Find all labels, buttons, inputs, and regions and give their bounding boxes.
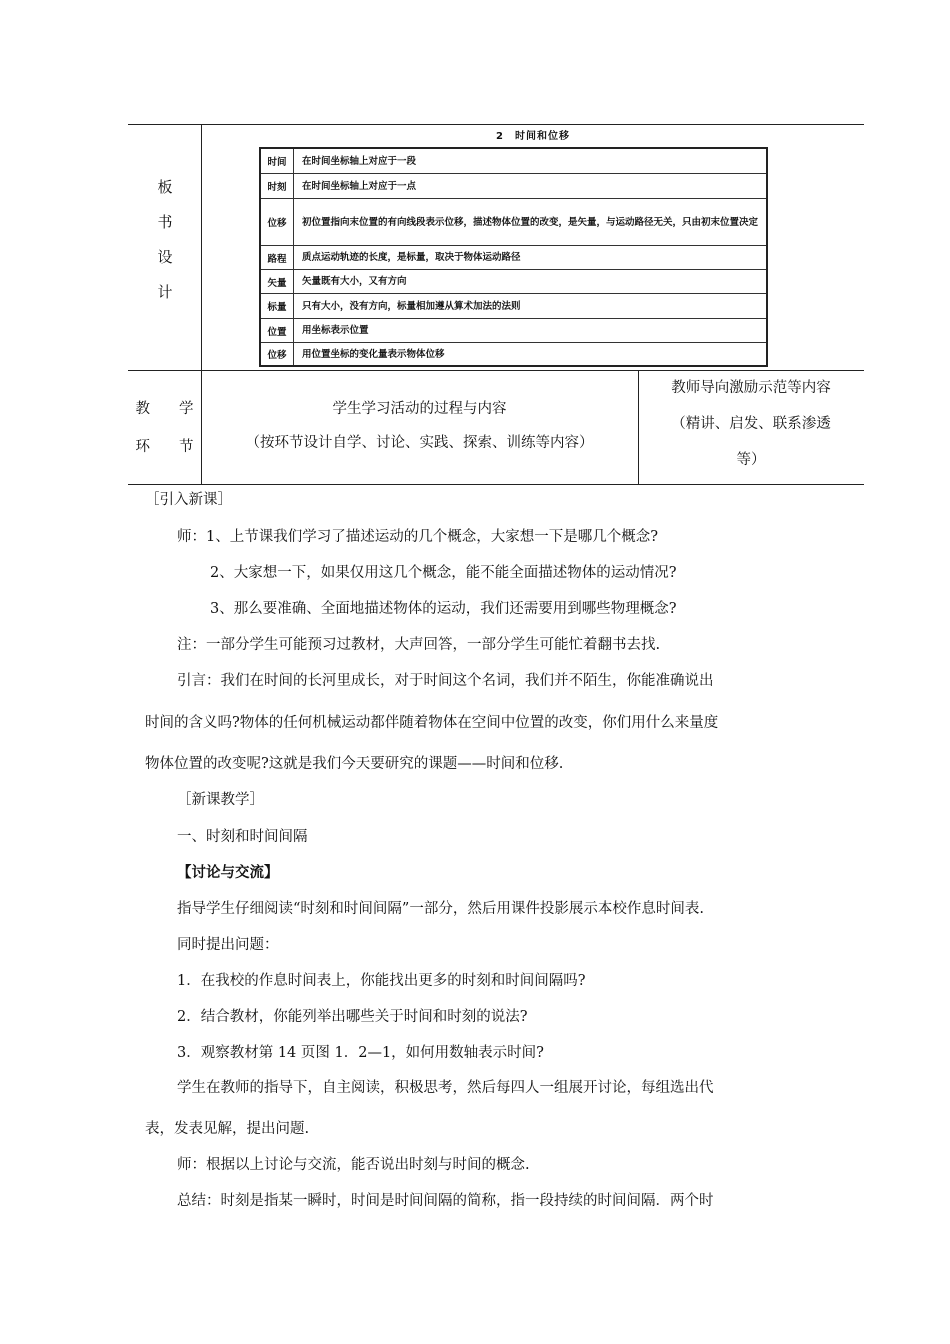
board-term: 位移 <box>261 343 294 365</box>
board-definition: 质点运动轨迹的长度，是标量，取决于物体运动路径 <box>302 252 521 263</box>
board-design-label <box>150 170 180 310</box>
student-line-1: 学生在教师的指导下，自主阅读，积极思考，然后每四人一组展开讨论，每组选出代 <box>177 1080 714 1096</box>
board-row <box>261 343 766 365</box>
discussion-heading: 【讨论与交流】 <box>177 864 279 881</box>
teacher-guidance-line: 等） <box>736 452 766 468</box>
board-label-char: 板 <box>157 178 173 196</box>
ask-paragraph: 同时提出问题： <box>177 937 279 953</box>
board-label-char: 书 <box>157 213 173 231</box>
list-item-2: 2．结合教材，你能列举出哪些关于时间和时刻的说法? <box>177 1009 528 1025</box>
teaching-label-line: 环 节 <box>135 439 194 455</box>
board-label-char: 设 <box>157 248 173 266</box>
table-bottom-border <box>128 484 864 485</box>
section-heading-1: 一、时刻和时间间隔 <box>177 829 308 845</box>
board-row <box>261 199 766 246</box>
board-term: 路程 <box>261 246 294 269</box>
list-item-3: 3．观察教材第 14 页图 1．2—1，如何用数轴表示时间? <box>177 1045 544 1061</box>
lead-line-2: 时间的含义吗?物体的任何机械运动都伴随着物体在空间中位置的改变，你们用什么来量度 <box>145 715 719 731</box>
note-paragraph: 注：一部分学生可能预习过教材，大声回答，一部分学生可能忙着翻书去找. <box>177 637 661 653</box>
board-definition: 只有大小，没有方向，标量相加遵从算术加法的法则 <box>302 300 521 312</box>
board-term: 位移 <box>261 199 294 245</box>
intro-heading: ［引入新课］ <box>145 492 232 508</box>
student-line-2: 表，发表见解，提出问题. <box>145 1121 310 1137</box>
board-label-char: 计 <box>157 283 173 301</box>
board-definition: 在时间坐标轴上对应于一段 <box>302 155 417 167</box>
board-title: 2 时间和位移 <box>496 131 570 142</box>
board-term: 标量 <box>261 294 294 318</box>
question-1: 师：1、上节课我们学习了描述运动的几个概念，大家想一下是哪几个概念? <box>177 529 658 545</box>
board-table <box>259 147 768 367</box>
guide-paragraph: 指导学生仔细阅读“时刻和时间间隔”一部分，然后用课件投影展示本校作息时间表. <box>177 901 704 917</box>
teacher-guidance-line: 教师导向激励示范等内容 <box>671 380 831 396</box>
question-2: 2、大家想一下，如果仅用这几个概念，能不能全面描述物体的运动情况? <box>210 565 677 581</box>
lead-line-1: 引言：我们在时间的长河里成长，对于时间这个名词，我们并不陌生，你能准确说出 <box>177 673 714 689</box>
board-row <box>261 149 766 174</box>
student-activity-title: 学生学习活动的过程与内容 <box>332 401 507 417</box>
board-row <box>261 270 766 294</box>
board-row <box>261 319 766 343</box>
board-definition: 用坐标表示位置 <box>302 325 369 336</box>
question-3: 3、那么要准确、全面地描述物体的运动，我们还需要用到哪些物理概念? <box>210 601 677 617</box>
lead-line-3: 物体位置的改变呢?这就是我们今天要研究的课题——时间和位移. <box>145 756 564 772</box>
board-definition: 矢量既有大小，又有方向 <box>302 276 407 287</box>
teaching-label-line: 教 学 <box>135 401 194 417</box>
board-term: 矢量 <box>261 270 294 293</box>
board-row <box>261 174 766 199</box>
student-activity-header <box>201 392 638 460</box>
board-term: 时间 <box>261 149 294 173</box>
board-column-divider <box>201 124 202 371</box>
board-term: 时刻 <box>261 174 294 198</box>
board-row <box>261 246 766 270</box>
list-item-1: 1．在我校的作息时间表上，你能找出更多的时刻和时间间隔吗? <box>177 973 586 989</box>
board-definition: 用位置坐标的变化量表示物体位移 <box>302 348 445 360</box>
board-definition: 在时间坐标轴上对应于一点 <box>302 180 417 192</box>
new-lesson-heading: ［新课教学］ <box>177 792 264 808</box>
teacher-guidance-header <box>638 370 864 478</box>
board-row <box>261 294 766 319</box>
summary-paragraph: 总结：时刻是指某一瞬时，时间是时间间隔的简称，指一段持续的时间间隔．两个时 <box>177 1193 714 1209</box>
table-top-border <box>128 124 864 125</box>
teaching-stage-label <box>128 390 201 466</box>
teacher-question: 师：根据以上讨论与交流，能否说出时刻与时间的概念. <box>177 1157 530 1173</box>
student-activity-subtitle: （按环节设计自学、讨论、实践、探索、训练等内容） <box>245 435 594 451</box>
teacher-guidance-line: （精讲、启发、联系渗透 <box>671 416 831 432</box>
board-definition: 初位置指向末位置的有向线段表示位移，描述物体位置的改变，是矢量，与运动路径无关，只由初末位置决定 <box>302 216 759 228</box>
board-term: 位置 <box>261 319 294 342</box>
